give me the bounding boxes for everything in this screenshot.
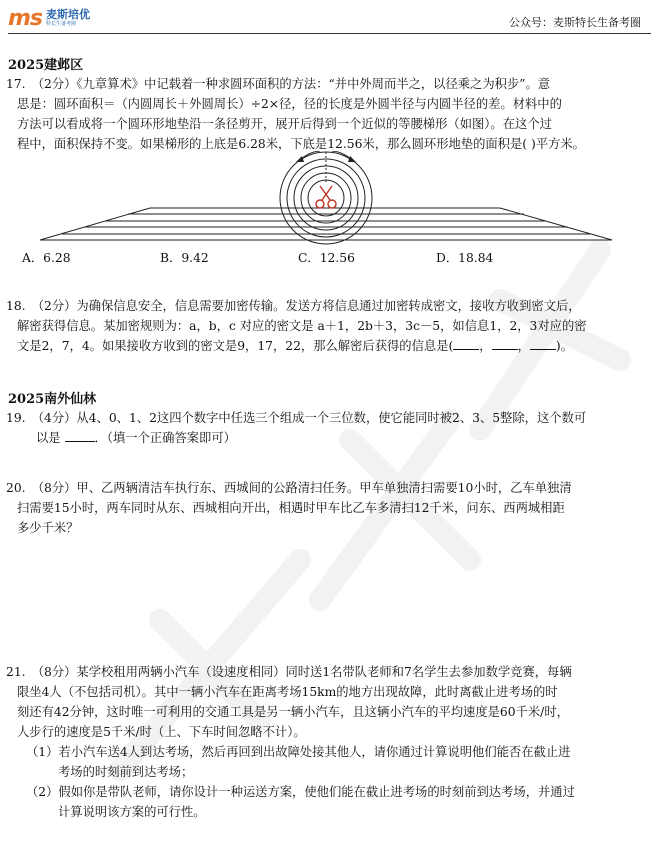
q21-line: 考场的时刻前到达考场；: [58, 765, 194, 779]
wechat-account: 公众号：麦斯特长生备考圈: [509, 16, 641, 29]
q21-line: 限坐4人（不包括司机）。其中一辆小汽车在距离考场15km的地方出现故障，此时离截止进考场的时: [17, 685, 558, 699]
q21-line: 21. （8分）某学校租用两辆小汽车（设速度相同）同时送1名带队老师和7名学生去参加数学竞赛，每辆: [6, 665, 572, 679]
q17-option-a: A．6.28: [22, 251, 71, 265]
page-header: [0, 0, 657, 36]
q17-option-d: D．18.84: [436, 251, 494, 265]
brand-logo: [8, 6, 90, 31]
logo-mark: ms: [8, 6, 43, 31]
q18-sep: ，: [517, 339, 530, 353]
q17-line: 思是：圆环面积＝（内圆周长＋外圆周长）÷2×径，径的长度是外圆半径与内圆半径的差。材料中的: [17, 97, 562, 111]
question-20: [6, 478, 646, 538]
question-21: [6, 662, 646, 822]
q21-subquestion-2: （2）假如你是带队老师，请你设计一种运送方案，使他们能在截止进考场的时刻前到达考场，并通过: [26, 785, 575, 799]
q17-line: 17. （2分）《九章算术》中记载着一种求圆环面积的方法：“并中外周而半之，以径乘之为积步”。意: [6, 77, 551, 91]
q18-sep: ，: [479, 339, 492, 353]
section-title-2: 2025南外仙林: [8, 392, 97, 407]
logo-subtitle: 特长生备考圈: [46, 21, 77, 27]
q20-line: 扫需要15小时，两车同时从东、西城相向开出，相遇时甲车比乙车多清扫12千米，问东、西两城相距: [17, 501, 565, 515]
q19-text-b: ．（填一个正确答案即可）: [94, 431, 236, 445]
q21-subquestion-1: （1）若小汽车送4人到达考场，然后再回到出故障处接其他人，请你通过计算说明他们能否在截止进: [26, 745, 571, 759]
q21-line: 计算说明该方案的可行性。: [58, 805, 206, 819]
q17-line: 程中，面积保持不变。如果梯形的上底是6.28米，下底是12.56米，那么圆环形地垫的面积是( )平方米。: [17, 137, 585, 151]
answer-blank[interactable]: [530, 337, 556, 350]
section-title-1: 2025建邺区: [8, 58, 84, 73]
answer-blank[interactable]: [492, 337, 518, 350]
scissors-icon: [316, 186, 336, 208]
answer-blank[interactable]: [453, 337, 479, 350]
q17-option-b: B．9.42: [160, 251, 209, 265]
q17-line: 方法可以看成将一个圆环形地垫沿一条径剪开，展开后得到一个近似的等腰梯形（如图）。在这个过: [17, 117, 552, 131]
header-divider: [8, 33, 651, 34]
answer-blank[interactable]: [65, 429, 95, 442]
logo-name: 麦斯培优: [46, 8, 91, 21]
q18-line: 18. （2分）为确保信息安全，信息需要加密传输。发送方将信息通过加密转成密文，接收方收到密文后，: [6, 299, 581, 313]
q19-text-a: 以是: [36, 431, 61, 445]
question-19: [6, 408, 646, 448]
q19-line: 19. （4分）从4、0、1、2这四个数字中任选三个组成一个三位数，使它能同时被2、3、5整除，这个数可: [6, 411, 587, 425]
q18-line: 解密获得信息。某加密规则为：a，b，c 对应的密文是 a＋1，2b＋3，3c－5，如信息1，2，3对应的密: [17, 319, 587, 333]
q21-line: 人步行的速度是5千米/时（上、下车时间忽略不计）。: [17, 725, 306, 739]
q17-option-c: C．12.56: [298, 251, 355, 265]
ring-trapezoid-figure: [0, 148, 657, 246]
q21-line: 刻还有42分钟，这时唯一可利用的交通工具是另一辆小汽车，且这辆小汽车的平均速度是60千米/时，: [17, 705, 569, 719]
q19-line: [6, 428, 646, 448]
q20-line: 20. （8分）甲、乙两辆清洁车执行东、西城间的公路清扫任务。甲车单独清扫需要10小时，乙车单独清: [6, 481, 572, 495]
question-17: [6, 74, 646, 154]
q18-end: )。: [555, 339, 574, 353]
q18-line-text: 文是2，7，4。如果接收方收到的密文是9，17，22，那么解密后获得的信息是(: [17, 339, 454, 353]
trapezoid-shape: [40, 208, 612, 240]
question-18: [6, 296, 646, 356]
q20-line: 多少千米？: [17, 521, 79, 535]
q18-line: [6, 336, 646, 356]
